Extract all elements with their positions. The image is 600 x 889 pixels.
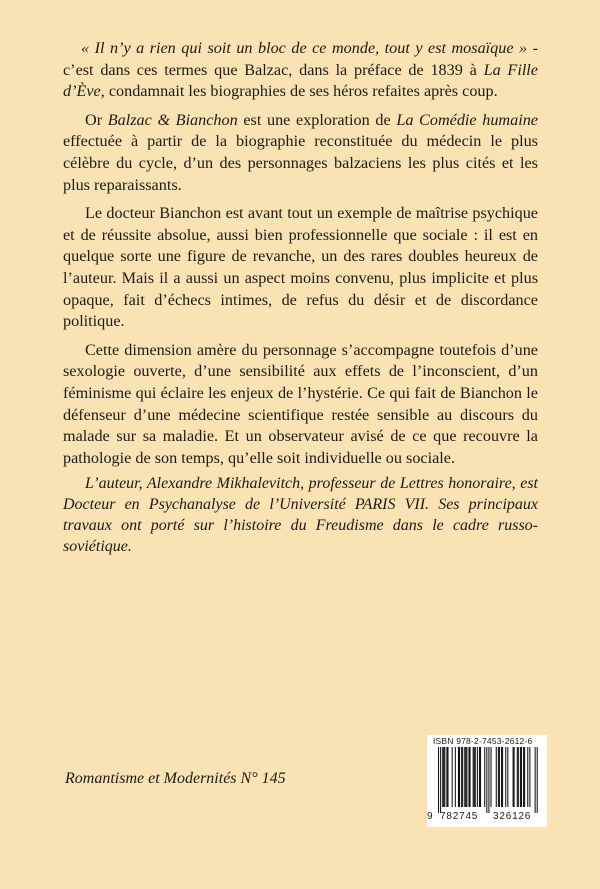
balzac-quote: « Il n’y a rien qui soit un bloc de ce monde, tout y est mosaïque » bbox=[81, 39, 528, 57]
blurb-paragraph-3: Le docteur Bianchon est avant tout un exemple de maîtrise psychique et de réussite absolue, aussi bien professionnelle que sociale : il est en quelque sorte une figure de revanche, un des rares doubles heureux de l’auteur. Mais il a aussi un aspect moins convenu, plus implicite et plus opaque, fait d’échecs intimes, de refus du désir et de discordance politique. bbox=[63, 204, 538, 331]
isbn-barcode bbox=[427, 735, 547, 827]
barcode-bar bbox=[502, 747, 503, 807]
blurb-text: , condamnait les biographies de ses héros refaites après coup. bbox=[100, 82, 498, 101]
barcode-bar bbox=[455, 747, 456, 807]
barcode-bar bbox=[505, 747, 506, 807]
barcode-bar bbox=[468, 747, 469, 807]
barcode-bar bbox=[477, 747, 478, 807]
blurb-text: effectuée à partir de la biographie reconstituée du médecin le plus célèbre du cycle, d’un des personnages balzaciens les plus cités et les plus reparaissants. bbox=[63, 132, 538, 194]
barcode-bar bbox=[527, 747, 528, 807]
barcode-bar bbox=[507, 747, 508, 807]
barcode-bar bbox=[518, 747, 519, 807]
ean-digit-first: 9 bbox=[427, 811, 433, 822]
barcode-bar bbox=[498, 747, 499, 807]
barcode-bar bbox=[491, 747, 492, 807]
ean-digits-left: 782745 bbox=[440, 811, 479, 822]
barcode-bar bbox=[523, 747, 524, 807]
barcode-bar bbox=[458, 747, 459, 807]
barcode-bar bbox=[466, 747, 467, 807]
barcode-bar bbox=[444, 747, 445, 807]
barcode-bar bbox=[521, 747, 522, 807]
blurb-text: est une exploration de bbox=[237, 110, 397, 129]
work-title: La Fille d’Ève bbox=[63, 60, 538, 101]
blurb bbox=[63, 38, 538, 476]
barcode-bar bbox=[446, 747, 447, 807]
barcode-bar bbox=[452, 747, 453, 807]
barcode-bar bbox=[499, 747, 500, 807]
barcode-bar bbox=[501, 747, 502, 807]
barcode-bar bbox=[475, 747, 476, 807]
blurb-text: - c’est dans ces termes que Balzac, dans la préface de 1839 à bbox=[63, 39, 539, 79]
series-title: Romantisme et Modernités N° 145 bbox=[65, 770, 286, 787]
barcode-bar bbox=[486, 747, 487, 813]
blurb-paragraph-2 bbox=[63, 110, 538, 196]
blurb-paragraph-1 bbox=[63, 38, 538, 103]
barcode-bar bbox=[470, 747, 471, 807]
barcode-bar bbox=[438, 747, 439, 813]
barcode-bar bbox=[443, 747, 444, 807]
barcode-bar bbox=[520, 747, 521, 807]
barcode-bar bbox=[514, 747, 515, 807]
ean-digits-right: 326126 bbox=[493, 811, 532, 822]
barcode-bar bbox=[465, 747, 466, 807]
blurb-paragraph-4: Cette dimension amère du personnage s’accompagne toutefois d’une sexologie ouverte, d’une sensibilité aux effets de l’inconscient, d’un féminisme qui éclaire les enjeux de l’hystérie. Ce qui fait de Bianchon le défenseur d’une médecine scientifique restée sensible au discours du malade sur sa maladie. Et un observateur avisé de ce que recouvre la pathologie de son temps, qu’elle soit individuelle ou sociale. bbox=[63, 340, 538, 467]
barcode-bar bbox=[496, 747, 497, 807]
book-title: Balzac & Bianchon bbox=[107, 110, 238, 129]
barcode-bar bbox=[479, 747, 480, 807]
blurb-text: Or bbox=[85, 110, 108, 129]
barcode-bar bbox=[461, 747, 462, 807]
barcode-bar bbox=[480, 747, 481, 807]
barcode-bar bbox=[535, 747, 536, 813]
barcode-bar bbox=[459, 747, 460, 807]
barcode-bars bbox=[427, 747, 547, 813]
isbn-label: ISBN 978-2-7453-2612-6 bbox=[433, 736, 533, 746]
barcode-bar bbox=[474, 747, 475, 807]
barcode-bar bbox=[462, 747, 463, 807]
barcode-bar bbox=[473, 747, 474, 807]
barcode-bar bbox=[529, 747, 530, 807]
barcode-bar bbox=[524, 747, 525, 807]
barcode-bar bbox=[464, 747, 465, 807]
barcode-bar bbox=[447, 747, 448, 807]
barcode-bar bbox=[484, 747, 485, 807]
barcode-bar bbox=[442, 747, 443, 807]
author-note: L’auteur, Alexandre Mikhalevitch, professeur de Lettres honoraire, est Docteur en Psychanalyse de l’Université PARIS VII. Ses principaux travaux ont porté sur l’histoire du Freudisme dans le cadre russo-soviétique. bbox=[63, 475, 538, 555]
barcode-bar bbox=[488, 747, 489, 813]
barcode-bar bbox=[517, 747, 518, 807]
barcode-bar bbox=[537, 747, 538, 813]
work-title: La Comédie humaine bbox=[396, 110, 538, 129]
barcode-bar bbox=[513, 747, 514, 807]
barcode-bar bbox=[440, 747, 441, 813]
